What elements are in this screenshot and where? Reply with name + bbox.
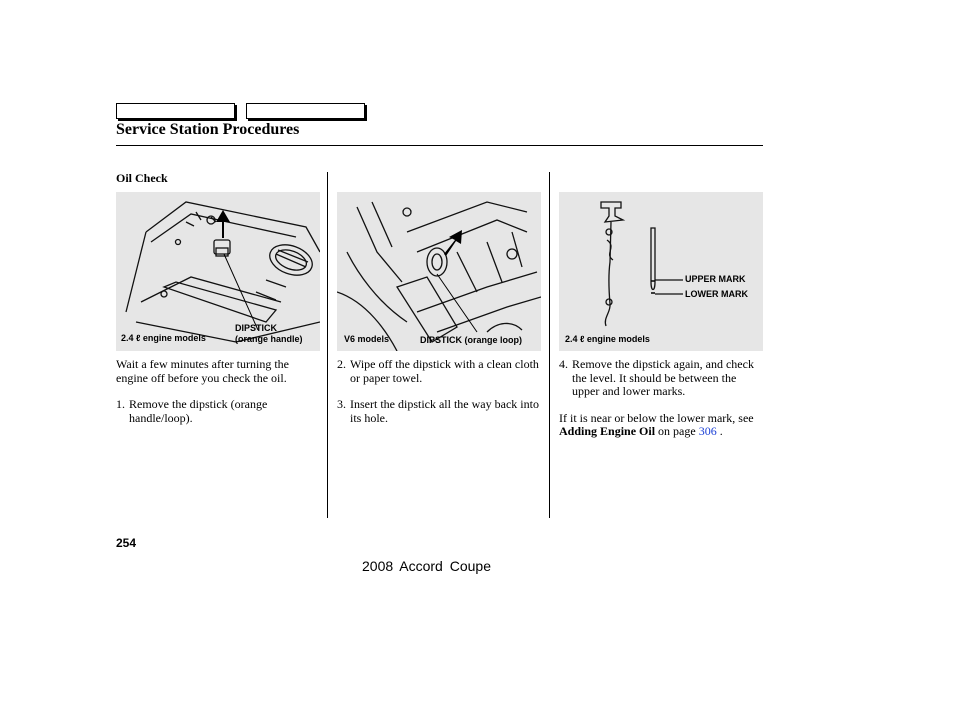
note-prefix: If it is near or below the lower mark, see — [559, 410, 754, 425]
engine-2-4-illustration — [116, 192, 320, 351]
column-2-text — [337, 358, 543, 425]
nav-tab-table-of-contents[interactable] — [246, 103, 365, 119]
figure-engine-2-4-dipstick — [116, 192, 320, 351]
intro-paragraph: Wait a few minutes after turning the engine off before you check the oil. — [116, 357, 289, 385]
step-1-number: 1. — [116, 397, 125, 411]
step-4 — [559, 358, 763, 399]
step-3 — [337, 398, 543, 425]
step-1 — [116, 398, 320, 425]
footer-model: 2008 Accord Coupe — [362, 558, 491, 574]
column-3-text — [559, 358, 763, 439]
oil-check-heading: Oil Check — [116, 171, 168, 185]
step-3-text: Insert the dipstick all the way back into its hole. — [350, 397, 539, 425]
step-2 — [337, 358, 543, 385]
figure-1-label: 2.4 ℓ engine models — [121, 333, 206, 343]
title-divider — [116, 145, 763, 146]
figure-1-callout-dipstick: DIPSTICK — [235, 323, 278, 333]
note-suffix: . — [719, 424, 723, 438]
section-title: Service Station Procedures — [116, 121, 300, 138]
step-2-text: Wipe off the dipstick with a clean cloth or paper towel. — [350, 357, 539, 385]
figure-2-label: V6 models — [344, 334, 390, 344]
figure-2-callout-dipstick: DIPSTICK (orange loop) — [420, 335, 522, 345]
adding-engine-oil-ref: Adding Engine Oil — [559, 424, 656, 438]
figure-1-callout-handle: (orange handle) — [235, 334, 303, 344]
lower-mark-note — [559, 412, 763, 439]
column-1-text — [116, 358, 320, 425]
upper-mark-label: UPPER MARK — [685, 274, 746, 284]
note-on-page: on page — [658, 424, 696, 438]
figure-3-label: 2.4 ℓ engine models — [565, 334, 650, 344]
step-4-number: 4. — [559, 357, 568, 371]
page-number: 254 — [116, 536, 137, 550]
lower-mark-label: LOWER MARK — [685, 289, 748, 299]
nav-tab-main-menu[interactable] — [116, 103, 235, 119]
engine-v6-illustration — [337, 192, 541, 351]
page-306-link[interactable]: 306 — [698, 424, 717, 438]
figure-engine-v6-dipstick — [337, 192, 541, 351]
step-1-text: Remove the dipstick (orange handle/loop). — [129, 397, 268, 425]
figure-dipstick-marks — [559, 192, 763, 351]
column-divider-2 — [549, 172, 550, 518]
step-3-number: 3. — [337, 397, 346, 411]
step-4-text: Remove the dipstick again, and check the level. It should be between the upper and lower marks. — [572, 357, 754, 398]
column-divider-1 — [327, 172, 328, 518]
dipstick-illustration — [559, 192, 763, 351]
step-2-number: 2. — [337, 357, 346, 371]
